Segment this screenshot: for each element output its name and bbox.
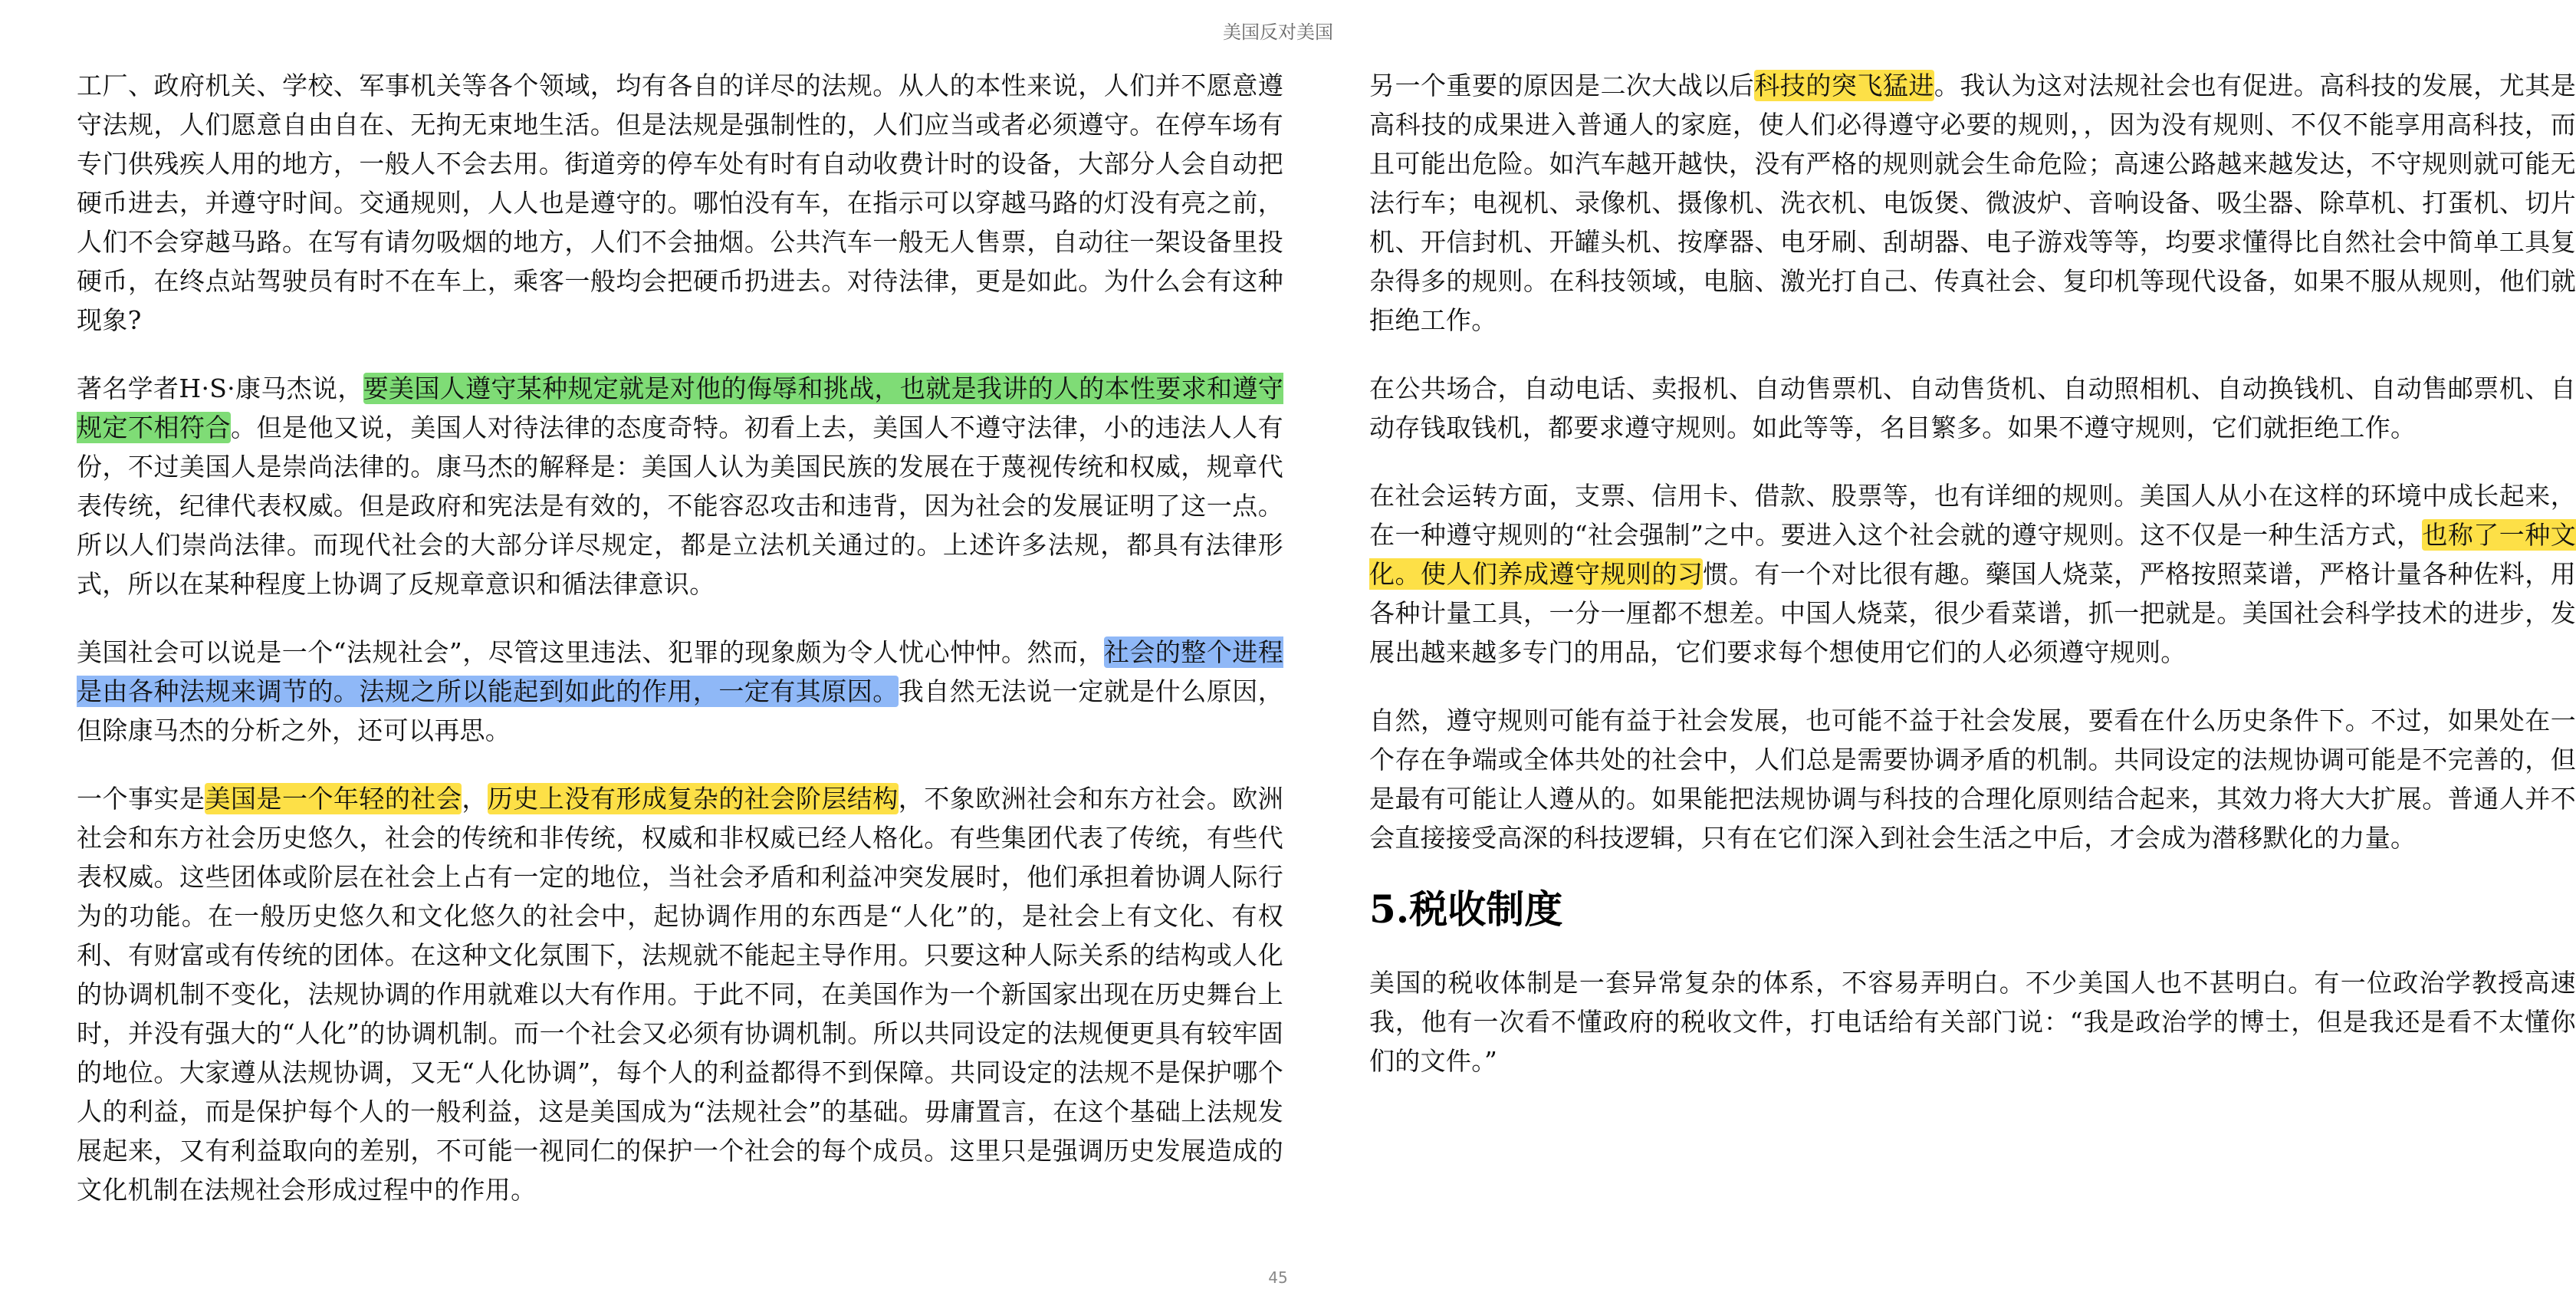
paragraph-text: ，不象欧洲社会和东方社会。欧洲社会和东方社会历史悠久，社会的传统和非传统，权威和非权威已经人格化。有些集团代表了传统，有些代表权威。这些团体或阶层在社会上占有一定的地位，当社会矛盾和利益冲突发展时，他们承担着协调人际行为的功能。在一般历史悠久和文化悠久的社会中，起协调作用的东西是“人化”的，是社会上有文化、有权利、有财富或有传统的团体。在这种文化氛围下，法规就不能起主导作用。只要这种人际关系的结构或人化的协调机制不变化，法规协调的作用就难以大有作用。于此不同，在美国作为一个新国家出现在历史舞台上时，并没有强大的“人化”的协调机制。而一个社会又必须有协调机制。所以共同设定的法规便更具有较牢固的地位。大家遵从法规协调，又无“人化协调”，每个人的利益都得不到保障。共同设定的法规不是保护哪个人的利益，而是保护每个人的一般利益，这是美国成为“法规社会”的基础。毋庸置言，在这个基础上法规发展起来，又有利益取向的差别，不可能一视同仁的保护一个社会的每个成员。这里只是强调历史发展造成的文化机制在法规社会形成过程中的作用。 xyxy=(77,784,1283,1205)
paragraph-public-machines: 在公共场合，自动电话、卖报机、自动售票机、自动售货机、自动照相机、自动换钱机、自动售邮票机、自动存钱取钱机，都要求遵守规则。如此等等，名目繁多。如果不遵守规则，它们就拒绝工作。 xyxy=(1369,373,2576,442)
paragraph-text: 另一个重要的原因是二次大战以后 xyxy=(1369,71,1755,100)
paragraph-text: 我自然无法说一定就是什么原因，但除康马杰的分析之外，还可以再思。 xyxy=(77,676,1284,745)
book-title: 美国反对美国 xyxy=(1223,21,1333,43)
paragraph-text: 在社会运转方面，支票、信用卡、借款、股票等，也有详细的规则。美国人从小在这样的环境中成长起来，在一种遵守规则的“社会强制”之中。要进入这个社会就的遵守规则。这不仅是一种生活方式， xyxy=(1369,481,2576,550)
page-number: 45 xyxy=(1268,1268,1288,1287)
highlight-yellow: 也称了一种文化。使人们养成遵守规则的习 xyxy=(1369,520,2576,589)
paragraph-text: 一个事实是 xyxy=(77,784,205,814)
highlight-green: 要美国人遵守某种规定就是对他的侮辱和挑战，也就是我讲的人的本性要求和遵守规定不相符合 xyxy=(77,373,1283,442)
paragraph-commager-quote xyxy=(77,369,1283,604)
paragraph-tax-system: 美国的税收体制是一套异常复杂的体系，不容易弄明白。不少美国人也不甚明白。有一位政治学教授高速我，他有一次看不懂政府的税收文件，打电话给有关部门说：“我是政治学的博士，但是我还是看不太懂你们的文件。” xyxy=(1369,968,2576,1076)
paragraph-social-operation xyxy=(1369,476,2576,672)
paragraph-text: 。但是他又说，美国人对待法律的态度奇特。初看上去，美国人不遵守法律，小的违法人人有份，不过美国人是崇尚法律的。康马杰的解释是：美国人认为美国民族的发展在于蔑视传统和权威，规章代表传统，纪律代表权威。但是政府和宪法是有效的，不能容忍攻击和违背，因为社会的发展证明了这一点。所以人们崇尚法律。而现代社会的大部分详尽规定，都是立法机关通过的。上述许多法规，都具有法律形式，所以在某种程度上协调了反规章意识和循法律意识。 xyxy=(77,413,1283,599)
highlight-blue: 社会的整个进程是由各种法规来调节的。法规之所以能起到如此的作用，一定有其原因。 xyxy=(77,637,1283,706)
paragraph-text: ， xyxy=(462,784,488,814)
paragraph-rule-society xyxy=(77,633,1283,750)
paragraph-text: 。我认为这对法规社会也有促进。高科技的发展，尤其是高科技的成果进入普通人的家庭，使人们必得遵守必要的规则，，因为没有规则、不仅不能享用高科技，而且可能出危险。如汽车越开越快，没有严格的规则就会生命危险；高速公路越来越发达，不守规则就可能无法行车；电视机、录像机、摄像机、洗衣机、电饭煲、微波炉、音响设备、吸尘器、除草机、打蛋机、切片机、开信封机、开罐头机、按摩器、电牙刷、刮胡器、电子游戏等等，均要求懂得比自然社会中简单工具复杂得多的规则。在科技领域，电脑、激光打自己、传真社会、复印机等现代设备，如果不服从规则，他们就拒绝工作。 xyxy=(1369,71,2576,335)
paragraph-text: 美国社会可以说是一个“法规社会”，尽管这里违法、犯罪的现象颇为令人忧心忡忡。然而， xyxy=(77,637,1104,667)
paragraph-text: 惯。有一个对比很有趣。藥国人烧菜，严格按照菜谱，严格计量各种佐料，用各种计量工具，一分一厘都不想差。中国人烧菜，很少看菜谱，抓一把就是。美国社会科学技术的进步，发展出越来越多专门的用品，它们要求每个想使用它们的人必须遵守规则。 xyxy=(1369,559,2576,667)
paragraph-text: 著名学者H·S·康马杰说， xyxy=(77,373,363,403)
paragraph-conclusion: 自然，遵守规则可能有益于社会发展，也可能不益于社会发展，要看在什么历史条件下。不过，如果处在一个存在争端或全体共处的社会中，人们总是需要协调矛盾的机制。共同设定的法规协调可能是不完善的，但是最有可能让人遵从的。如果能把法规协调与科技的合理化原则结合起来，其效力将大大扩展。普通人并不会直接接受高深的科技逻辑，只有在它们深入到社会生活之中后，才会成为潜移默化的力量。 xyxy=(1369,706,2576,853)
highlight-yellow: 科技的突飞猛进 xyxy=(1754,71,1934,100)
highlight-yellow: 美国是一个年轻的社会 xyxy=(205,784,462,814)
paragraph-technology xyxy=(1369,66,2576,340)
right-column xyxy=(1369,66,2576,1110)
left-column xyxy=(77,66,1283,1238)
paragraph-young-society xyxy=(77,779,1283,1209)
highlight-yellow: 历史上没有形成复杂的社会阶层结构 xyxy=(487,784,899,814)
paragraph-workplace-rules: 工厂、政府机关、学校、军事机关等各个领域，均有各自的详尽的法规。从人的本性来说，人们并不愿意遵守法规，人们愿意自由自在、无拘无束地生活。但是法规是强制性的，人们应当或者必须遵守。在停车场有专门供残疾人用的地方，一般人不会去用。街道旁的停车处有时有自动收费计时的设备，大部分人会自动把硬币进去，并遵守时间。交通规则，人人也是遵守的。哪怕没有车，在指示可以穿越马路的灯没有亮之前，人们不会穿越马路。在写有请勿吸烟的地方，人们不会抽烟。公共汽车一般无人售票，自动往一架设备里投硬币，在终点站驾驶员有时不在车上，乘客一般均会把硬币扔进去。对待法律，更是如此。为什么会有这种现象? xyxy=(77,71,1283,335)
section-heading: 5.税收制度 xyxy=(1369,886,1563,932)
